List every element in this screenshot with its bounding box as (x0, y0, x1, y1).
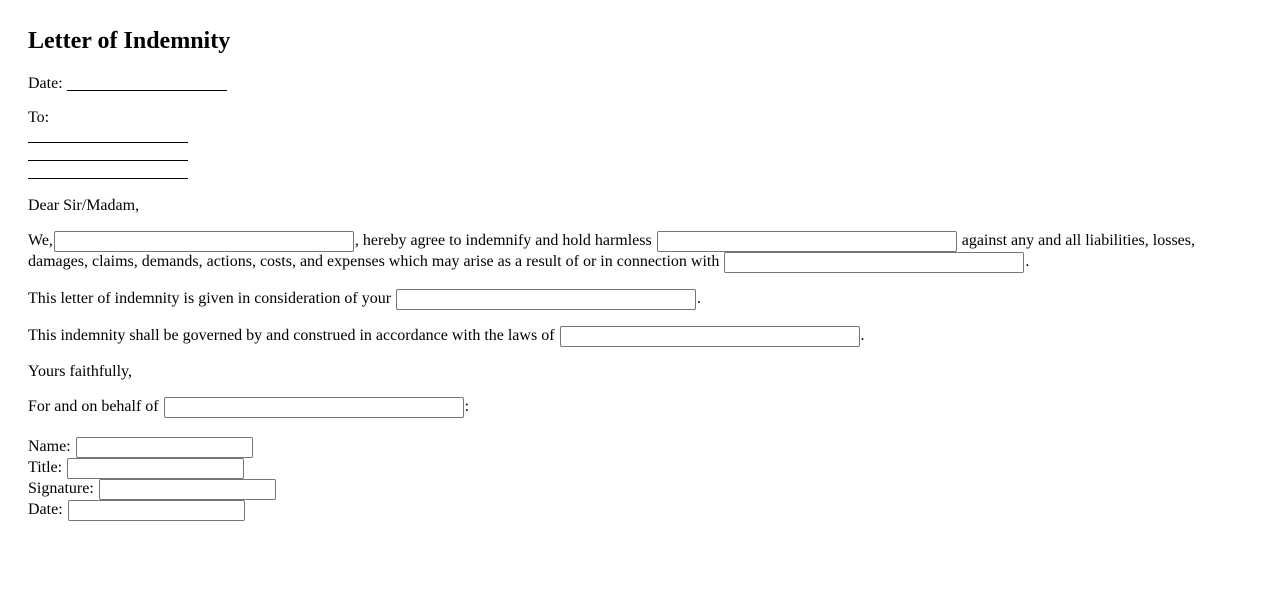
signature-input[interactable] (99, 479, 276, 500)
indemnifier-input[interactable] (54, 231, 354, 252)
name-input[interactable] (76, 437, 253, 458)
damages-text: damages, claims, demands, actions, costs, and expenses which may arise as a result of or in connection with (28, 253, 720, 271)
paragraph-1-line-2 (28, 252, 1029, 273)
sign-date-row (28, 499, 246, 521)
consideration-input[interactable] (396, 289, 696, 310)
sign-date-label: Date: (28, 501, 63, 518)
behalf-text: For and on behalf of (28, 398, 159, 416)
we-text: We, (28, 232, 53, 250)
date-blank (67, 89, 227, 91)
paragraph-2 (28, 289, 701, 310)
title-label: Title: (28, 459, 63, 476)
jurisdiction-input[interactable] (560, 326, 860, 347)
consideration-text: This letter of indemnity is given in consideration of your (28, 290, 392, 308)
address-line-1 (28, 142, 188, 143)
behalf-line (28, 397, 469, 418)
name-row (28, 436, 254, 458)
closing: Yours faithfully, (28, 363, 133, 380)
page-title: Letter of Indemnity (28, 28, 231, 54)
salutation: Dear Sir/Madam, (28, 197, 140, 214)
connection-input[interactable] (724, 252, 1024, 273)
title-row (28, 457, 245, 479)
title-input[interactable] (67, 458, 244, 479)
behalf-end: : (464, 398, 470, 416)
sign-date-input[interactable] (68, 500, 245, 521)
behalf-input[interactable] (164, 397, 464, 418)
para3-end: . (860, 327, 865, 345)
name-label: Name: (28, 438, 71, 455)
date-line (28, 74, 227, 94)
indemnified-party-input[interactable] (657, 231, 957, 252)
paragraph-3 (28, 326, 865, 347)
address-line-2 (28, 160, 188, 161)
governing-law-text: This indemnity shall be governed by and construed in accordance with the laws of (28, 327, 555, 345)
date-label: Date: (28, 75, 63, 92)
agree-text: , hereby agree to indemnify and hold harmless (354, 232, 652, 250)
against-text: against any and all liabilities, losses, (961, 232, 1196, 250)
paragraph-1-line-1 (28, 231, 1195, 252)
signature-row (28, 478, 277, 500)
address-line-3 (28, 178, 188, 179)
to-label: To: (28, 109, 50, 126)
para1-end: . (1025, 253, 1030, 271)
signature-label: Signature: (28, 480, 94, 497)
para2-end: . (697, 290, 702, 308)
